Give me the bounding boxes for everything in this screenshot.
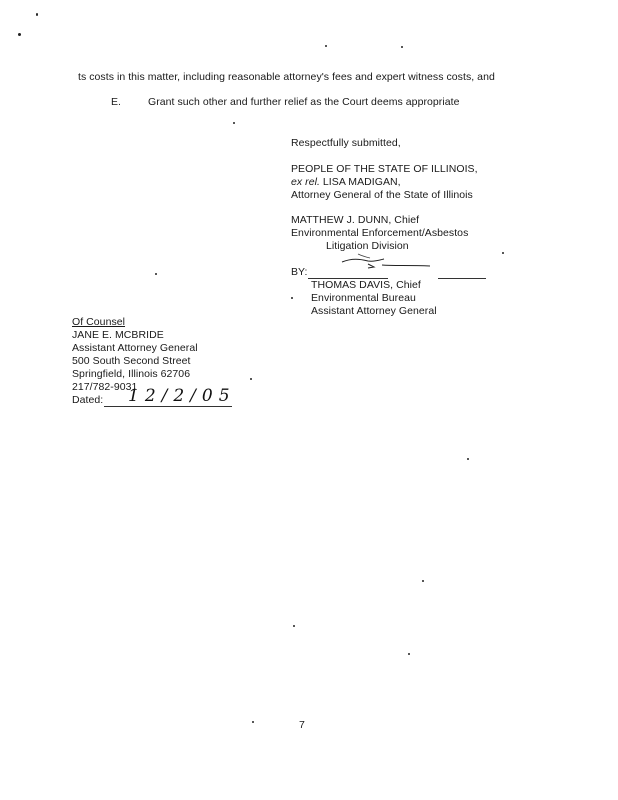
page-number: 7	[299, 719, 305, 731]
handwritten-date: 12/2/05	[128, 386, 236, 406]
by-label: BY:	[291, 266, 308, 278]
division-name-line-cont: Litigation Division	[326, 240, 409, 252]
scan-speck	[250, 378, 252, 380]
dated-label: Dated:	[72, 394, 104, 406]
scan-speck	[467, 458, 469, 460]
scan-speck	[233, 122, 235, 124]
handwritten-signature-mark	[338, 250, 438, 272]
scan-speck	[291, 297, 293, 299]
party-name-line: PEOPLE OF THE STATE OF ILLINOIS,	[291, 163, 478, 175]
of-counsel-heading: Of Counsel	[72, 316, 126, 328]
counsel-street: 500 South Second Street	[72, 355, 191, 367]
signer-name: THOMAS DAVIS, Chief	[311, 279, 421, 291]
counsel-title: Assistant Attorney General	[72, 342, 198, 354]
closing-respectfully-submitted: Respectfully submitted,	[291, 137, 401, 149]
item-e-letter: E.	[111, 96, 122, 108]
dated-underline	[104, 406, 232, 407]
division-name-line: Environmental Enforcement/Asbestos	[291, 227, 469, 239]
counsel-city: Springfield, Illinois 62706	[72, 368, 191, 380]
signer-title: Assistant Attorney General	[311, 305, 437, 317]
division-chief-name: MATTHEW J. DUNN, Chief	[291, 214, 420, 226]
counsel-name: JANE E. MCBRIDE	[72, 329, 164, 341]
counsel-phone: 217/782-9031	[72, 381, 138, 393]
attorney-general-title: Attorney General of the State of Illinois	[291, 189, 473, 201]
signer-department: Environmental Bureau	[311, 292, 416, 304]
scan-speck	[155, 273, 157, 275]
scan-speck	[293, 625, 295, 627]
scan-speck	[252, 721, 254, 723]
attorney-general-name: LISA MADIGAN,	[322, 176, 401, 188]
scan-speck	[408, 653, 410, 655]
ex-rel-prefix: ex rel.	[291, 176, 320, 188]
signature-line	[438, 278, 486, 279]
scan-speck	[401, 46, 403, 48]
scan-speck	[18, 33, 21, 36]
scan-speck	[502, 252, 504, 254]
item-e-text: Grant such other and further relief as the Court deems appropriate	[148, 96, 460, 108]
scan-speck	[325, 45, 327, 47]
body-continuation-line: ts costs in this matter, including reasonable attorney's fees and expert witness costs, and	[78, 71, 495, 83]
scan-speck	[36, 13, 38, 16]
party-ex-rel-line	[291, 176, 401, 189]
scan-speck	[422, 580, 424, 582]
